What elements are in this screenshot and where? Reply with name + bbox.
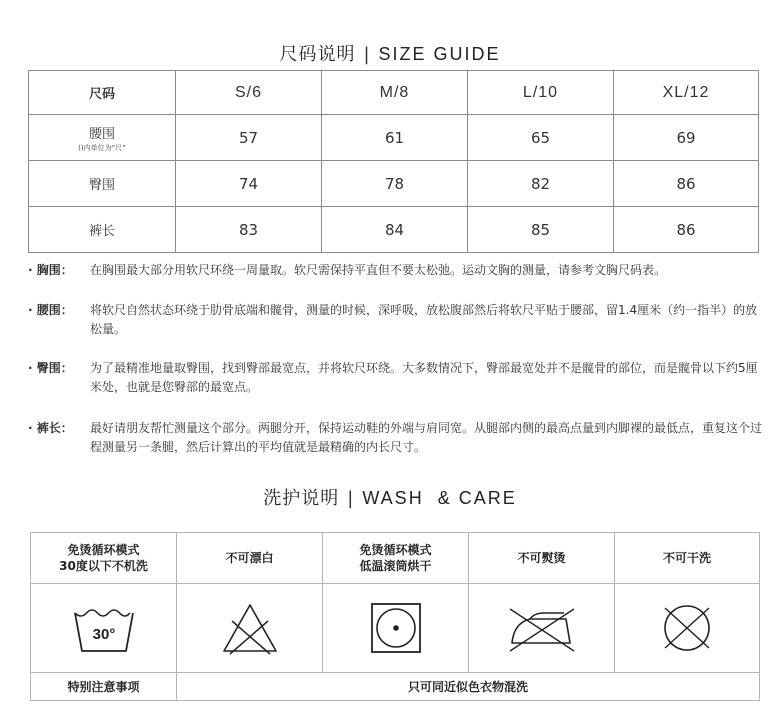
care-footer-row [31, 673, 760, 701]
table-cell: 61 [322, 115, 468, 161]
no-dry-clean-icon [655, 599, 719, 657]
note-hip [28, 359, 766, 397]
note-label: · 裤长： [28, 421, 73, 435]
table-cell: 86 [614, 207, 759, 253]
table-cell: 78 [322, 161, 468, 207]
table-row [29, 115, 759, 161]
note-length [28, 419, 766, 457]
size-guide-title-en: SIZE GUIDE [378, 44, 501, 64]
table-cell: 74 [176, 161, 322, 207]
table-cell: 85 [468, 207, 614, 253]
care-title [0, 484, 780, 510]
size-column-header: L/10 [468, 71, 614, 115]
table-cell: 57 [176, 115, 322, 161]
title-separator: | [363, 44, 371, 65]
table-cell: 65 [468, 115, 614, 161]
care-icon-row [31, 584, 760, 673]
note-text: 在胸围最大部分用软尺环绕一周量取。软尺需保持平直但不要太松弛。运动文胸的测量，请参考文胸尺码表。 [90, 263, 667, 277]
care-label-iron [469, 533, 615, 584]
note-label: · 臀围： [28, 361, 73, 375]
care-label-line: 不可漂白 [225, 551, 274, 565]
size-column-header: S/6 [176, 71, 322, 115]
note-text: 将软尺自然状态环绕于肋骨底端和髋骨，测量的时候，深呼吸，放松腹部然后将软尺平贴于腰部，留1.4厘米（约一指半）的放松量。 [90, 303, 758, 336]
row-label-length: 裤长 [29, 207, 176, 253]
note-waist [28, 301, 766, 339]
table-cell: 84 [322, 207, 468, 253]
row-label-hip: 臀围 [29, 161, 176, 207]
care-icon-cell [615, 584, 760, 673]
care-footer-note: 只可同近似色衣物混洗 [177, 673, 760, 701]
table-cell: 86 [614, 161, 759, 207]
row-label-waist [29, 115, 176, 161]
care-label-line: 不可熨烫 [517, 551, 566, 565]
care-label-row [31, 533, 760, 584]
care-label-dry [323, 533, 469, 584]
unit-note: ()内单位为“尺” [78, 143, 126, 152]
care-title-cn: 洗护说明 [263, 488, 340, 509]
note-text: 最好请朋友帮忙测量这个部分。两腿分开，保持运动鞋的外端与肩同宽。从腿部内侧的最高点量到内脚裸的最低点，重复这个过程测量另一条腿，然后计算出的平均值就是最精确的内长尺寸。 [90, 421, 763, 454]
wash-temp-label: 30° [92, 626, 115, 643]
care-table [30, 532, 760, 701]
care-title-en: WASH & CARE [362, 488, 517, 508]
care-label-line: 不可干洗 [662, 551, 711, 565]
table-cell: 83 [176, 207, 322, 253]
size-column-header: XL/12 [614, 71, 759, 115]
size-guide-title [0, 40, 780, 66]
note-chest [28, 261, 766, 280]
size-guide-title-cn: 尺码说明 [279, 44, 356, 65]
note-label: · 腰围： [28, 303, 73, 317]
care-label-line: 免烫循环模式 [359, 543, 432, 557]
care-footer-label: 特别注意事项 [31, 673, 177, 701]
row-label-text: 腰围 [88, 126, 115, 142]
care-icon-cell [469, 584, 615, 673]
table-row [29, 207, 759, 253]
care-icon-cell [323, 584, 469, 673]
tumble-dry-low-icon [364, 599, 428, 657]
care-label-line: 免烫循环模式 [67, 543, 140, 557]
note-label: · 胸围： [28, 263, 73, 277]
table-cell: 82 [468, 161, 614, 207]
no-iron-icon [504, 599, 580, 657]
size-corner-label: 尺码 [29, 71, 176, 115]
no-bleach-icon [218, 599, 282, 657]
care-label-wash [31, 533, 177, 584]
title-separator: | [347, 488, 355, 509]
care-label-bleach [177, 533, 323, 584]
care-label-dryclean [615, 533, 760, 584]
care-label-line: 30度以下不机洗 [59, 559, 148, 573]
size-table [28, 70, 759, 253]
care-label-line: 低温滚筒烘干 [359, 559, 432, 573]
care-icon-cell [31, 584, 177, 673]
wash-30-icon [69, 599, 139, 657]
care-icon-cell [177, 584, 323, 673]
table-row [29, 161, 759, 207]
note-text: 为了最精准地量取臀围，找到臀部最宽点，并将软尺环绕。大多数情况下，臀部最宽处并不是髋骨的部位，而是髋骨以下约5厘米处，也就是您臀部的最宽点。 [90, 361, 758, 394]
table-cell: 69 [614, 115, 759, 161]
size-column-header: M/8 [322, 71, 468, 115]
size-header-row [29, 71, 759, 115]
